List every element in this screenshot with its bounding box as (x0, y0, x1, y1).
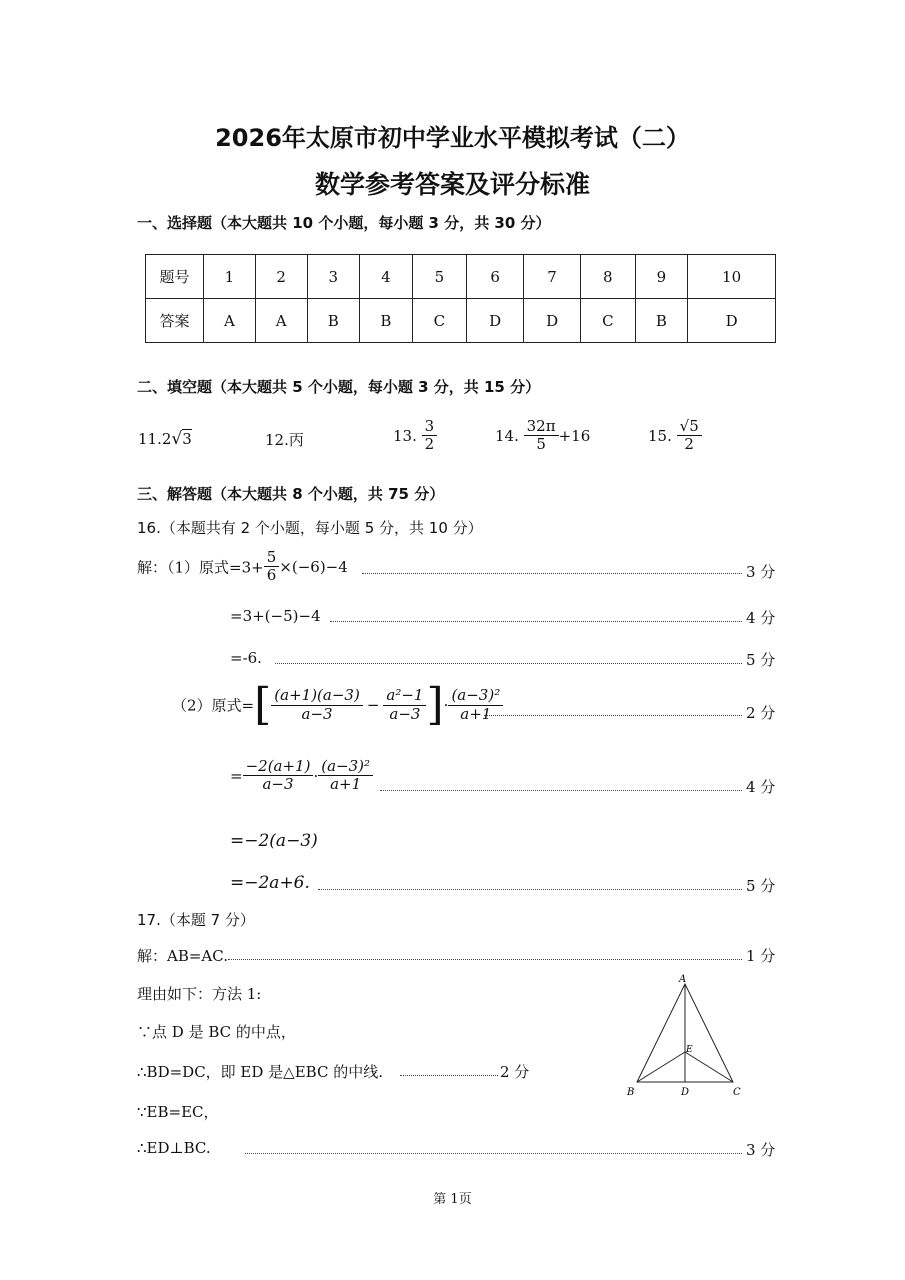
q16-part1-num: 5 (264, 549, 280, 567)
q16-part2-l2-f2-den: a+1 (330, 775, 362, 794)
exam-subtitle: 数学参考答案及评分标准 (314, 170, 590, 199)
table-cell: B (307, 299, 360, 343)
q16-part1-tail: ×(−6)−4 (279, 557, 348, 576)
answer-13-num: 3 (422, 418, 438, 436)
table-cell: D (524, 299, 581, 343)
score-mark: 1 分 (746, 947, 776, 965)
q16-part2-f3-num: (a−3)² (448, 687, 503, 705)
leader-dots (484, 715, 742, 716)
answer-table (145, 254, 776, 343)
score-mark: 3 分 (746, 1141, 776, 1159)
table-cell: B (360, 299, 413, 343)
table-cell: B (635, 299, 688, 343)
score-mark: 5 分 (746, 651, 776, 669)
score-mark: 3 分 (746, 563, 776, 581)
table-cell: 7 (524, 255, 581, 299)
q17-line2: 理由如下：方法 1: (137, 985, 262, 1003)
q17-line1: 解：AB=AC. (137, 947, 228, 965)
answer-14-tail: +16 (558, 426, 591, 445)
leader-dots (245, 1153, 742, 1154)
q16-part2-l2-f1-den: a−3 (262, 775, 294, 794)
q16-part2-f3-den: a+1 (460, 704, 492, 723)
table-row (146, 255, 776, 299)
table-cell: D (688, 299, 776, 343)
leader-dots (330, 621, 742, 622)
q16-part1-line2: =3+(−5)−4 (230, 607, 321, 625)
q17-line3: ∵点 D 是 BC 的中点， (137, 1023, 296, 1041)
table-cell: A (255, 299, 307, 343)
section3-heading: 三、解答题（本大题共 8 个小题，共 75 分） (137, 485, 445, 503)
q16-part2-f1-den: a−3 (301, 704, 333, 723)
section2-heading: 二、填空题（本大题共 5 个小题，每小题 3 分，共 15 分） (137, 378, 541, 396)
q16-part2-f2-num: a²−1 (383, 687, 426, 705)
q16-heading: 16.（本题共有 2 个小题，每小题 5 分，共 10 分） (137, 519, 483, 537)
q16-part2-l2-f1-num: −2(a+1) (243, 758, 314, 776)
q16-part2-line3: =−2(a−3) (230, 831, 318, 851)
table-cell: 1 (204, 255, 256, 299)
score-mark: 2 分 (500, 1063, 530, 1081)
q16-part2-line1: （2）原式=[ $\frac{(a+1)(a-3)}{a-3}$ − $\frac{\text{a²−1}}{a-3}$ ]· $\frac{\text{(a−3)²}}{a+1}$ (172, 683, 503, 727)
answer-11-coef: 2 (161, 430, 172, 448)
leader-dots (318, 889, 742, 890)
table-cell: C (581, 299, 636, 343)
point-label-b: B (627, 1087, 635, 1098)
table-cell: 10 (688, 255, 776, 299)
answer-13-label: 13. (393, 426, 417, 445)
answer-15-den: 2 (684, 435, 694, 454)
table-cell: 8 (581, 255, 636, 299)
q17-line4: ∴BD=DC，即 ED 是△EBC 的中线. (137, 1063, 383, 1081)
table-cell: 5 (412, 255, 467, 299)
leader-dots (362, 573, 742, 574)
table-cell: C (412, 299, 467, 343)
point-label-c: C (733, 1087, 741, 1098)
point-label-e: E (686, 1045, 693, 1055)
score-mark: 2 分 (746, 704, 776, 722)
leader-dots (380, 790, 742, 791)
exam-title: 2026年太原市初中学业水平模拟考试（二） (215, 124, 690, 152)
table-cell: 3 (307, 255, 360, 299)
leader-dots (400, 1075, 498, 1076)
score-mark: 4 分 (746, 778, 776, 796)
table-cell: 2 (255, 255, 307, 299)
table-cell: 4 (360, 255, 413, 299)
table-cell: D (467, 299, 524, 343)
answer-15-label: 15. (648, 426, 672, 445)
page-footer: 第 1页 (433, 1192, 472, 1207)
point-label-a: A (679, 974, 687, 985)
answer-11-radicand: 3 (182, 430, 192, 448)
point-label-d: D (681, 1087, 690, 1098)
leader-dots (275, 663, 742, 664)
answer-14 (495, 418, 590, 454)
q16-part1-line1 (137, 549, 348, 585)
q16-part2-line4: =−2a+6. (230, 873, 310, 893)
answer-13 (393, 418, 437, 454)
row-label-answer: 答案 (146, 299, 204, 343)
answer-14-den: 5 (536, 435, 546, 454)
answer-14-label: 14. (495, 426, 519, 445)
q16-part1-line3: =-6. (230, 649, 262, 667)
leader-dots (228, 959, 742, 960)
score-mark: 5 分 (746, 877, 776, 895)
q16-part2-prefix: （2）原式= (172, 696, 255, 715)
table-cell: A (204, 299, 256, 343)
answer-15 (648, 418, 702, 454)
q17-heading: 17.（本题 7 分） (137, 911, 255, 929)
q17-line6: ∴ED⊥BC. (137, 1139, 211, 1157)
answer-11-label: 11. (138, 430, 162, 448)
table-cell: 6 (467, 255, 524, 299)
triangle-figure (620, 970, 750, 1105)
q16-part2-line2: = $\frac{-2(a+1)}{a-3}$ · $\frac{\text{(a−3)²}}{a+1}$ (230, 758, 373, 794)
table-cell: 9 (635, 255, 688, 299)
q16-part2-l2-f2-num: (a−3)² (318, 758, 373, 776)
answer-14-num: 32π (524, 418, 559, 436)
answer-13-den: 2 (424, 435, 435, 454)
q16-part1-prefix: 解：（1）原式=3+ (137, 558, 264, 577)
q16-part2-f1-num: (a+1)(a−3) (271, 687, 363, 705)
q16-part2-f2-den: a−3 (389, 704, 421, 723)
row-label-number: 题号 (146, 255, 204, 299)
section1-heading: 一、选择题（本大题共 10 个小题，每小题 3 分，共 30 分） (137, 214, 551, 232)
q16-part2-l2-eq: = (230, 766, 243, 785)
q17-line5: ∵EB=EC， (137, 1103, 219, 1121)
answer-11: 11.2√3 (138, 429, 192, 449)
table-row (146, 299, 776, 343)
q16-part2-minus: − (366, 696, 380, 714)
score-mark: 4 分 (746, 609, 776, 627)
answer-12: 12.丙 (265, 431, 304, 449)
answer-15-num: √5 (677, 418, 702, 436)
q16-part1-den: 6 (266, 566, 277, 585)
